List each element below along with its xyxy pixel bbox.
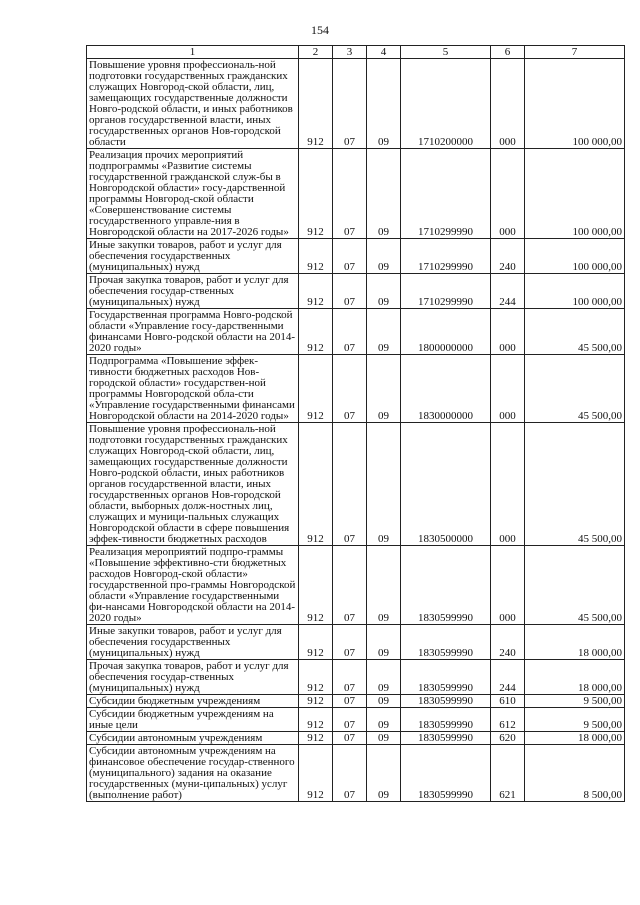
table-row	[87, 732, 625, 745]
table-row	[87, 309, 625, 355]
row-name-cell: Реализация прочих мероприятий подпрограммы «Развитие системы государственной гражданской служ-бы в Новгородской области» госу-дарственной программы Новгород-ской области «Совершенствование системы государственного управле-ния в Новгородской области на 2017-2026 годы»	[87, 149, 299, 239]
target-article-cell: 1830599990	[401, 708, 491, 732]
subsection-code-cell: 07	[333, 660, 367, 695]
expense-type-cell: 000	[491, 59, 525, 149]
column-header: 2	[299, 46, 333, 59]
subsection-code-cell: 07	[333, 239, 367, 274]
section-code-cell: 912	[299, 309, 333, 355]
target-article-cell: 1830599990	[401, 745, 491, 802]
expense-type-cell: 000	[491, 309, 525, 355]
target-article-cell: 1710299990	[401, 239, 491, 274]
row-name-cell: Субсидии бюджетным учреждениям	[87, 695, 299, 708]
row-name-cell: Субсидии автономным учреждениям	[87, 732, 299, 745]
expense-type-cell: 610	[491, 695, 525, 708]
subsection-code-cell: 09	[367, 625, 401, 660]
row-name-cell: Реализация мероприятий подпро-граммы «Повышение эффективно-сти бюджетных расходов Новгород-ской области» государственной про-граммы Новгородской области «Управление государственными фи-нансами Новгородской области на 2014-2020 годы»	[87, 546, 299, 625]
subsection-code-cell: 09	[367, 355, 401, 423]
row-name-cell: Прочая закупка товаров, работ и услуг для обеспечения государ-ственных (муниципальных) нужд	[87, 660, 299, 695]
amount-cell: 45 500,00	[525, 423, 625, 546]
row-name-cell: Повышение уровня профессиональ-ной подготовки государственных гражданских служащих Новгород-ской области, лиц, замещающих государственные должности Новго-родской области, иных работников органов государственной власти, иных государственных органов Нов-городской области, выборных долж-ностных лиц, служащих и муници-пальных служащих Новгородской области в сфере повышения эффек-тивности бюджетных расходов	[87, 423, 299, 546]
section-code-cell: 912	[299, 660, 333, 695]
amount-cell: 18 000,00	[525, 660, 625, 695]
expense-type-cell: 000	[491, 355, 525, 423]
amount-cell: 45 500,00	[525, 546, 625, 625]
subsection-code-cell: 09	[367, 59, 401, 149]
target-article-cell: 1800000000	[401, 309, 491, 355]
amount-cell: 45 500,00	[525, 309, 625, 355]
expense-type-cell: 612	[491, 708, 525, 732]
target-article-cell: 1710299990	[401, 149, 491, 239]
section-code-cell: 912	[299, 695, 333, 708]
target-article-cell: 1830599990	[401, 695, 491, 708]
table-row	[87, 423, 625, 546]
expense-type-cell: 240	[491, 625, 525, 660]
row-name-cell: Прочая закупка товаров, работ и услуг для обеспечения государ-ственных (муниципальных) нужд	[87, 274, 299, 309]
table-row	[87, 355, 625, 423]
section-code-cell: 912	[299, 546, 333, 625]
target-article-cell: 1830599990	[401, 660, 491, 695]
subsection-code-cell: 09	[367, 274, 401, 309]
section-code-cell: 912	[299, 239, 333, 274]
amount-cell: 100 000,00	[525, 59, 625, 149]
table-row	[87, 59, 625, 149]
row-name-cell: Повышение уровня профессиональ-ной подготовки государственных гражданских служащих Новгород-ской области, лиц, замещающих государственные должности Новго-родской области, и иных работников органов государственной власти, иных государственных органов Нов-городской области	[87, 59, 299, 149]
row-name-cell: Субсидии бюджетным учреждениям на иные цели	[87, 708, 299, 732]
page-number: 154	[311, 23, 329, 37]
section-code-cell: 912	[299, 708, 333, 732]
table-row	[87, 708, 625, 732]
amount-cell: 45 500,00	[525, 355, 625, 423]
table-row	[87, 625, 625, 660]
section-code-cell: 912	[299, 423, 333, 546]
amount-cell: 9 500,00	[525, 695, 625, 708]
subsection-code-cell: 09	[367, 239, 401, 274]
subsection-code-cell: 07	[333, 546, 367, 625]
row-name-cell: Иные закупки товаров, работ и услуг для обеспечения государственных (муниципальных) нужд	[87, 625, 299, 660]
target-article-cell: 1830500000	[401, 423, 491, 546]
table-row	[87, 695, 625, 708]
section-code-cell: 912	[299, 355, 333, 423]
expense-type-cell: 244	[491, 274, 525, 309]
column-header: 4	[367, 46, 401, 59]
subsection-code-cell: 09	[367, 546, 401, 625]
section-code-cell: 912	[299, 149, 333, 239]
subsection-code-cell: 09	[367, 732, 401, 745]
subsection-code-cell: 09	[367, 660, 401, 695]
subsection-code-cell: 07	[333, 708, 367, 732]
subsection-code-cell: 09	[367, 708, 401, 732]
amount-cell: 100 000,00	[525, 149, 625, 239]
amount-cell: 8 500,00	[525, 745, 625, 802]
column-header: 7	[525, 46, 625, 59]
budget-table	[86, 45, 625, 802]
table-row	[87, 546, 625, 625]
subsection-code-cell: 09	[367, 695, 401, 708]
expense-type-cell: 000	[491, 149, 525, 239]
subsection-code-cell: 09	[367, 149, 401, 239]
column-header: 3	[333, 46, 367, 59]
subsection-code-cell: 07	[333, 149, 367, 239]
target-article-cell: 1830599990	[401, 732, 491, 745]
expense-type-cell: 621	[491, 745, 525, 802]
subsection-code-cell: 07	[333, 59, 367, 149]
subsection-code-cell: 09	[367, 423, 401, 546]
expense-type-cell: 620	[491, 732, 525, 745]
target-article-cell: 1710299990	[401, 274, 491, 309]
amount-cell: 18 000,00	[525, 625, 625, 660]
target-article-cell: 1830599990	[401, 546, 491, 625]
section-code-cell: 912	[299, 745, 333, 802]
table-row	[87, 660, 625, 695]
subsection-code-cell: 09	[367, 745, 401, 802]
subsection-code-cell: 07	[333, 732, 367, 745]
table-row	[87, 274, 625, 309]
column-header: 6	[491, 46, 525, 59]
expense-type-cell: 244	[491, 660, 525, 695]
amount-cell: 18 000,00	[525, 732, 625, 745]
target-article-cell: 1830000000	[401, 355, 491, 423]
subsection-code-cell: 07	[333, 745, 367, 802]
section-code-cell: 912	[299, 59, 333, 149]
subsection-code-cell: 09	[367, 309, 401, 355]
column-header: 5	[401, 46, 491, 59]
subsection-code-cell: 07	[333, 423, 367, 546]
subsection-code-cell: 07	[333, 355, 367, 423]
table-row	[87, 745, 625, 802]
row-name-cell: Государственная программа Новго-родской области «Управление госу-дарственными финансами Новго-родской области на 2014-2020 годы»	[87, 309, 299, 355]
table-header-row	[87, 46, 625, 59]
expense-type-cell: 000	[491, 423, 525, 546]
table-row	[87, 149, 625, 239]
row-name-cell: Субсидии автономным учреждениям на финансовое обеспечение государ-ственного (муниципального) задания на оказание государственных (муни-ципальных) услуг (выполнение работ)	[87, 745, 299, 802]
section-code-cell: 912	[299, 732, 333, 745]
amount-cell: 100 000,00	[525, 239, 625, 274]
target-article-cell: 1710200000	[401, 59, 491, 149]
table-row	[87, 239, 625, 274]
section-code-cell: 912	[299, 274, 333, 309]
subsection-code-cell: 07	[333, 695, 367, 708]
subsection-code-cell: 07	[333, 309, 367, 355]
amount-cell: 100 000,00	[525, 274, 625, 309]
subsection-code-cell: 07	[333, 625, 367, 660]
section-code-cell: 912	[299, 625, 333, 660]
column-header: 1	[87, 46, 299, 59]
target-article-cell: 1830599990	[401, 625, 491, 660]
amount-cell: 9 500,00	[525, 708, 625, 732]
row-name-cell: Подпрограмма «Повышение эффек-тивности бюджетных расходов Нов-городской области» государствен-ной программы Новгородской обла-сти «Управление государственными финансами Новгородской области на 2014-2020 годы»	[87, 355, 299, 423]
subsection-code-cell: 07	[333, 274, 367, 309]
expense-type-cell: 000	[491, 546, 525, 625]
expense-type-cell: 240	[491, 239, 525, 274]
row-name-cell: Иные закупки товаров, работ и услуг для обеспечения государственных (муниципальных) нужд	[87, 239, 299, 274]
